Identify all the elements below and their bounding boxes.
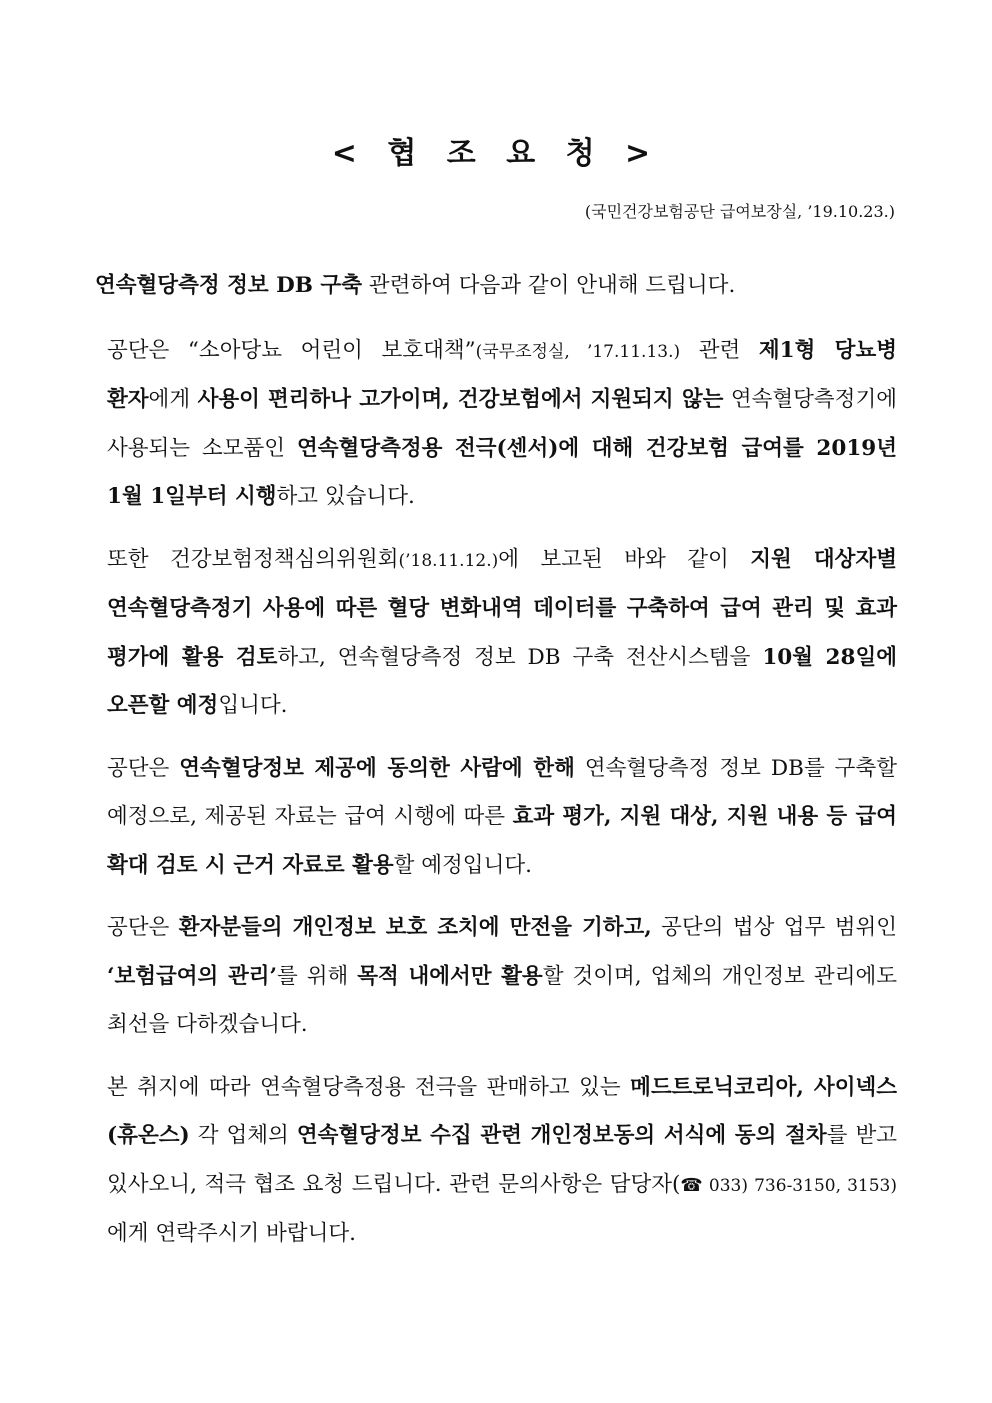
paragraph-4 — [95, 904, 897, 1050]
paragraph-2 — [95, 536, 897, 731]
p4-text-4: 할 것이며, 업체의 개인정보 관리에도 최선을 다하겠습니다. — [107, 963, 898, 1037]
p1-text-2: 관련 — [680, 337, 759, 363]
document-source: (국민건강보험공단 급여보장실, ’19.10.23.) — [584, 202, 895, 221]
p3-text-3: 할 예정입니다. — [393, 852, 532, 878]
p4-bold-3: 목적 내에서만 활용 — [357, 963, 543, 989]
p2-bold-2: 10월 28일에 오픈할 예정 — [107, 644, 897, 718]
p4-bold-2: ‘보험급여의 관리’ — [107, 963, 277, 989]
intro-bold-1: 연속혈당측정 정보 DB 구축 — [95, 273, 362, 298]
p1-text-5: 하고 있습니다. — [276, 484, 415, 509]
p2-text-1: 또한 건강보험정책심의위원회 — [107, 546, 399, 572]
p2-text-4: 입니다. — [218, 693, 288, 718]
p4-text-3: 를 위해 — [277, 963, 358, 989]
p4-text-1: 공단은 — [107, 915, 179, 940]
p1-bold-2: 사용이 편리하나 고가이며, 건강보험에서 지원되지 않는 — [197, 387, 724, 412]
p5-bold-1: 메드트로닉코리아, 사이넥스(휴온스) — [107, 1074, 898, 1148]
p2-small-1: (’18.11.12.) — [398, 550, 499, 571]
intro-text-1: 관련하여 다음과 같이 안내해 드립니다. — [361, 273, 736, 298]
p3-bold-1: 연속혈당정보 제공에 동의한 사람에 한해 — [179, 755, 575, 781]
p3-text-1: 공단은 — [107, 755, 180, 781]
p1-bold-1: 제1형 당뇨병 환자 — [107, 337, 897, 412]
paragraph-5 — [95, 1064, 897, 1259]
phone-icon: ☎ — [680, 1174, 703, 1196]
p2-text-2: 에 보고된 바와 같이 — [498, 546, 751, 572]
p5-phone: 033) 736-3150, 3153) — [702, 1175, 897, 1196]
p2-text-3: 하고, 연속혈당측정 정보 DB 구축 전산시스템을 — [277, 644, 763, 670]
p4-text-2: 공단의 법상 업무 범위인 — [651, 915, 897, 940]
p2-bold-1: 지원 대상자별 연속혈당측정기 사용에 따른 혈당 변화내역 데이터를 구축하여 급여 관리 및 효과 평가에 활용 검토 — [107, 546, 897, 670]
p1-text-4: 연속혈당측정기에 사용되는 소모품인 — [107, 387, 897, 461]
paragraph-3 — [95, 745, 897, 891]
p5-text-3: 를 받고 있사오니, 적극 협조 요청 드립니다. 관련 문의사항은 담당자( — [107, 1123, 897, 1197]
p5-text-1: 본 취지에 따라 연속혈당측정용 전극을 판매하고 있는 — [107, 1074, 631, 1100]
page-title: < 협 조 요 청 > — [331, 136, 661, 171]
p1-bold-3: 연속혈당측정용 전극(센서)에 대해 건강보험 급여를 2019년 1월 1일부터 시행 — [107, 435, 898, 509]
p5-bold-2: 연속혈당정보 수집 관련 개인정보동의 서식에 동의 절차 — [296, 1123, 827, 1148]
document-body — [95, 262, 897, 1273]
p3-text-2: 연속혈당측정 정보 DB를 구축할 예정으로, 제공된 자료는 급여 시행에 따른 — [107, 755, 897, 829]
p5-text-4: 에게 연락주시기 바랍니다. — [107, 1221, 356, 1246]
p1-small-1: (국무조정실, ’17.11.13.) — [475, 341, 681, 362]
intro-paragraph — [95, 262, 897, 311]
p4-bold-1: 환자분들의 개인정보 보호 조치에 만전을 기하고, — [178, 915, 652, 940]
p1-text-1: 공단은 “소아당뇨 어린이 보호대책” — [107, 337, 476, 363]
p3-bold-2: 효과 평가, 지원 대상, 지원 내용 등 급여 확대 검토 시 근거 자료로 활용 — [107, 804, 897, 878]
paragraph-1 — [95, 327, 897, 522]
p5-text-2: 각 업체의 — [189, 1123, 297, 1148]
p1-text-3: 에게 — [148, 387, 198, 412]
